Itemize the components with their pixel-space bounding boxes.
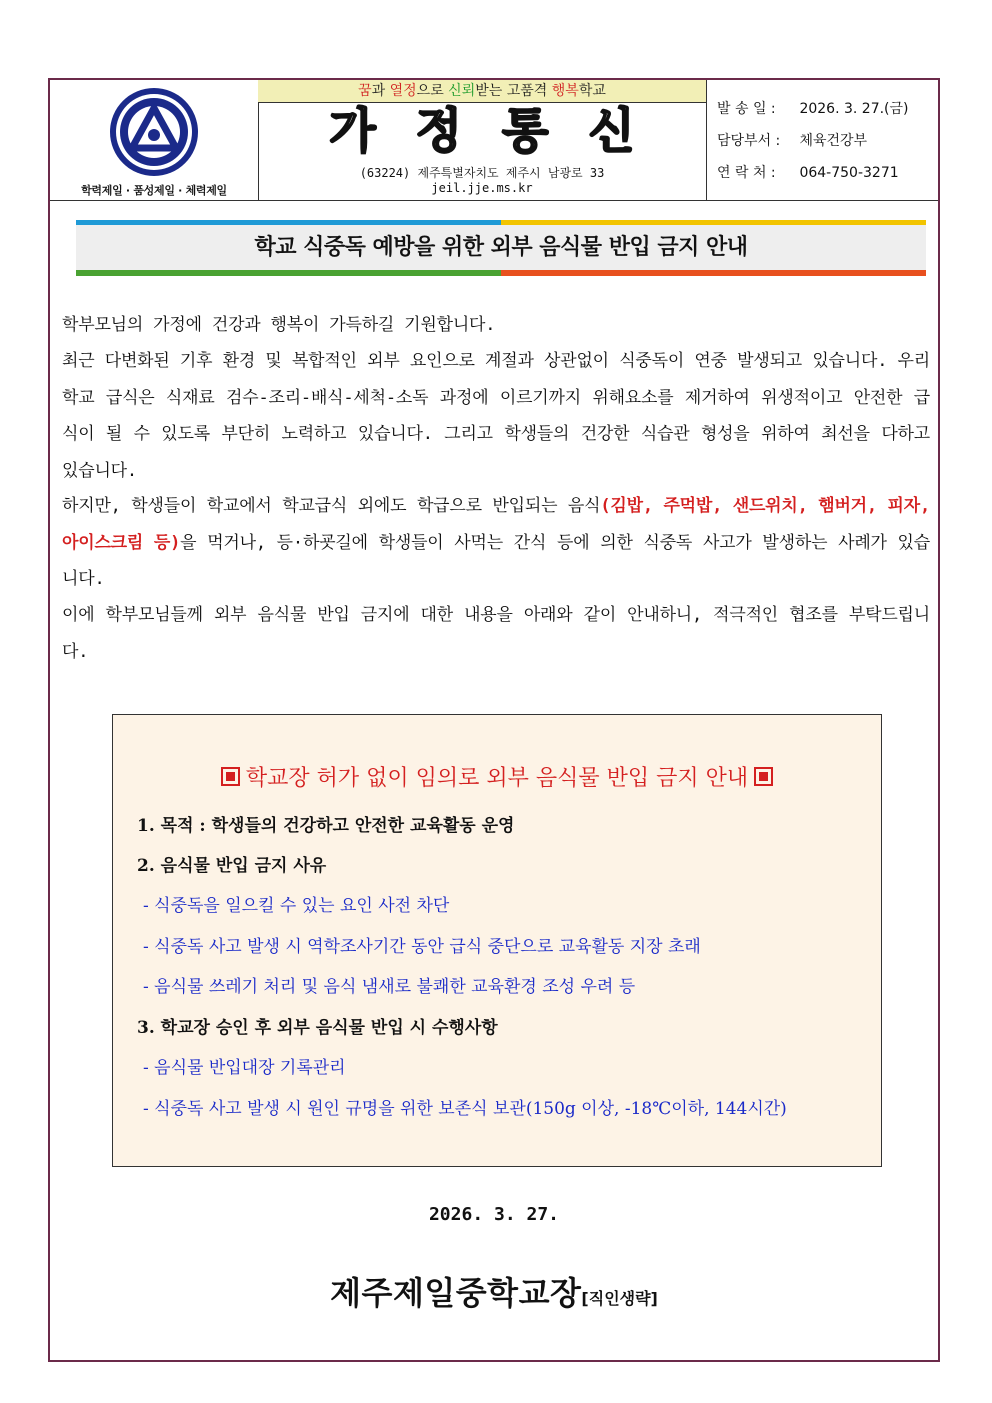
paragraph-problem	[62, 488, 930, 598]
principal-title: 제주제일중학교장	[330, 1274, 582, 1312]
motto-segment: 학교	[578, 83, 606, 99]
motto-segment: 꿈	[358, 83, 372, 99]
notice-title	[113, 761, 881, 792]
notice-title-text: 학교장 허가 없이 임의로 외부 음식물 반입 금지 안내	[245, 766, 749, 791]
issue-info	[707, 80, 938, 200]
info-label: 발 송 일 :	[717, 101, 776, 117]
square-bullet-icon	[754, 767, 773, 786]
reason-item: - 음식물 쓰레기 처리 및 음식 냄새로 불쾌한 교육환경 조성 우려 등	[143, 977, 636, 997]
motto-segment: 신뢰	[448, 83, 476, 99]
paragraph-problem-end: 을 먹거나, 등·하굣길에 학생들이 사먹는 간식 등에 의한 식중독 사고가 발생하는 사례가 있습니다.	[62, 532, 931, 589]
notice-item-requirements: 3. 학교장 승인 후 외부 음식물 반입 시 수행사항	[137, 1018, 498, 1038]
info-value: 체육건강부	[799, 133, 868, 149]
info-contact	[717, 162, 899, 182]
school-emblem-icon	[108, 86, 200, 178]
info-label: 연 락 처 :	[717, 165, 776, 181]
signature-line	[50, 1268, 938, 1314]
notice-item-reasons: 2. 음식물 반입 금지 사유	[137, 856, 327, 876]
school-address: (63224) 제주특별자치도 제주시 남광로 33	[359, 166, 605, 180]
notice-item-purpose: 1. 목적 : 학생들의 건강하고 안전한 교육활동 운영	[137, 816, 515, 836]
requirement-item: - 음식물 반입대장 기록관리	[143, 1058, 346, 1078]
paragraph-greeting: 학부모님의 가정에 건강과 행복이 가득하길 기원합니다.	[62, 315, 496, 335]
paragraph-intro: 최근 다변화된 기후 환경 및 복합적인 외부 요인으로 계절과 상관없이 식중독이 연중 발생되고 있습니다. 우리 학교 급식은 식재료 검수-조리-배식-세척-소독 과정에 이르기까지 위해요소를 제거하여 위생적이고 안전한 급식이 될 수 있도록 부단히 노력하고 있습니다. 그리고 학생들의 건강한 식습관 형성을 위하여 최선을 다하고 있습니다.	[62, 351, 930, 481]
title-cell	[258, 80, 707, 200]
school-homepage: jeil.jje.ms.kr	[431, 181, 533, 195]
food-examples: (김밥, 주먹밥, 샌드위치, 햄버거, 피자, 아이스크림 등)	[62, 496, 930, 553]
info-department	[717, 130, 867, 150]
letterhead	[50, 80, 938, 201]
motto-segment: 받는 고품격	[475, 83, 552, 99]
info-label: 담당부서 :	[717, 133, 781, 149]
seal-omitted-note: [직인생략]	[581, 1289, 658, 1308]
info-value: 2026. 3. 27.(금)	[799, 101, 909, 117]
reason-item: - 식중독을 일으킬 수 있는 요인 사전 차단	[143, 896, 450, 916]
document-title: 학교 식중독 예방을 위한 외부 음식물 반입 금지 안내	[254, 235, 748, 260]
title-banner	[76, 220, 926, 276]
newsletter-title: 가정통신	[329, 103, 675, 159]
document-frame	[48, 78, 940, 1362]
info-value: 064-750-3271	[799, 165, 899, 181]
notice-box	[112, 714, 882, 1167]
square-bullet-icon	[221, 767, 240, 786]
motto-segment: 열정	[389, 83, 417, 99]
paragraph-request: 이에 학부모님들께 외부 음식물 반입 금지에 대한 내용을 아래와 같이 안내하니, 적극적인 협조를 부탁드립니다.	[62, 605, 930, 662]
motto-segment: 으로	[416, 83, 449, 99]
paragraph-problem-start: 하지만, 학생들이 학교에서 학교급식 외에도 학급으로 반입되는 음식	[62, 496, 601, 516]
logo-cell	[50, 80, 259, 200]
issue-date: 2026. 3. 27.	[428, 1204, 560, 1225]
info-send-date	[717, 98, 909, 118]
motto-segment: 행복	[551, 83, 579, 99]
logo-motto: 학력제일 · 품성제일 · 체력제일	[81, 184, 227, 197]
reason-item: - 식중독 사고 발생 시 역학조사기간 동안 급식 중단으로 교육활동 지장 초래	[143, 937, 701, 957]
school-motto	[258, 80, 706, 103]
motto-segment: 과	[371, 83, 390, 99]
requirement-item: - 식중독 사고 발생 시 원인 규명을 위한 보존식 보관(150g 이상, -18℃이하, 144시간)	[143, 1099, 787, 1119]
